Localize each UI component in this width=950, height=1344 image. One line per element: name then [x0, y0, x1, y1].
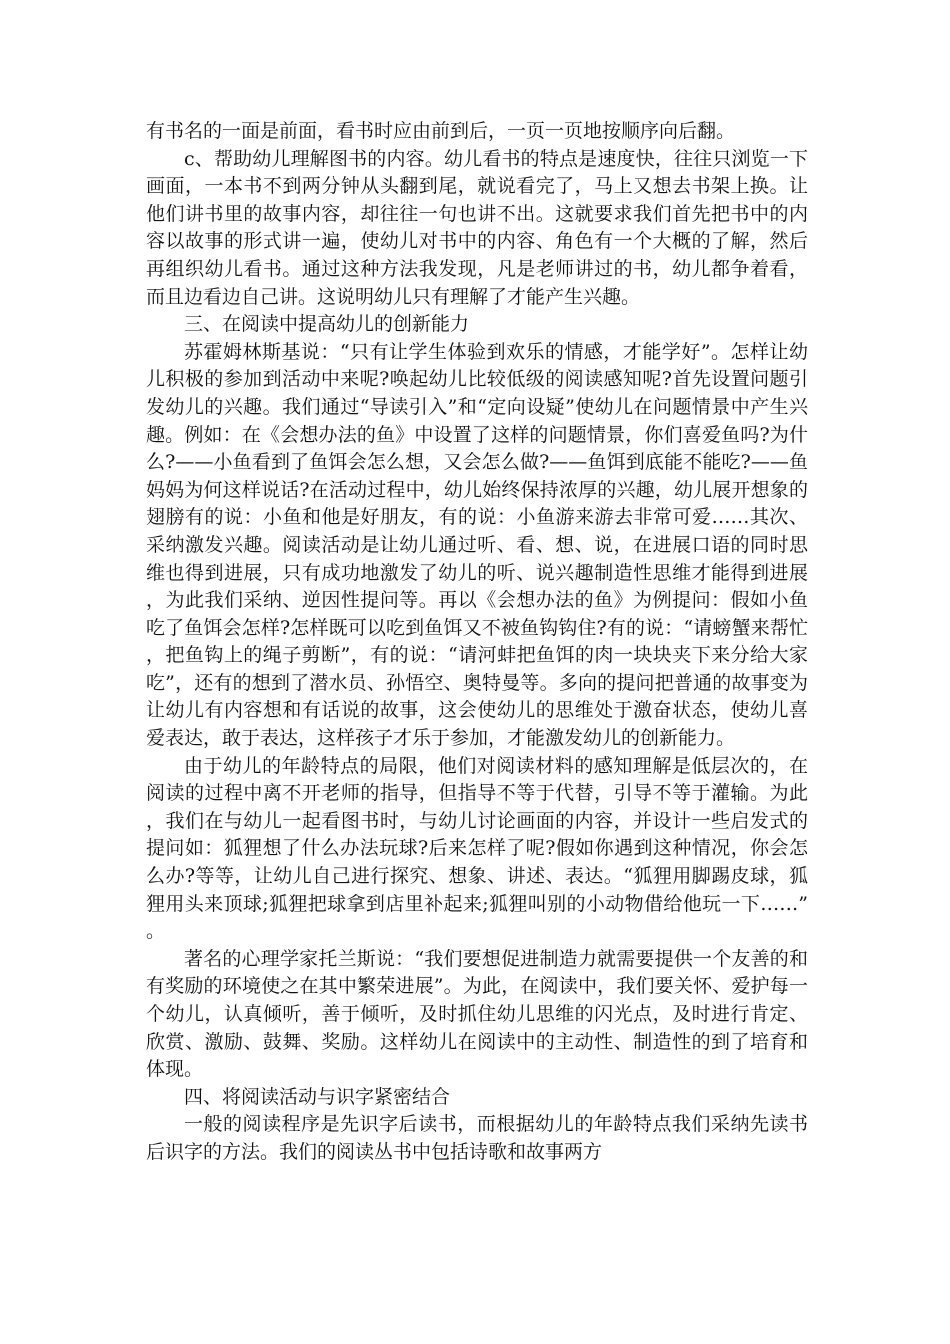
paragraph-torrance-quote: 著名的心理学家托兰斯说：“我们要想促进制造力就需要提供一个友善的和有奖励的环境使之在其中繁荣进展”。为此，在阅读中，我们要关怀、爱护每一个幼儿，认真倾听，善于倾听，及时抓住幼儿思维的闪光点，及时进行肯定、欣赏、激励、鼓舞、奖励。这样幼儿在阅读中的主动性、制造性的到了培育和体现。 — [146, 947, 808, 1081]
paragraph-literacy: 一般的阅读程序是先识字后读书，而根据幼儿的年龄特点我们采纳先读书后识字的方法。我们的阅读丛书中包括诗歌和故事两方 — [146, 1113, 808, 1163]
paragraph-guidance: 由于幼儿的年龄特点的局限，他们对阅读材料的感知理解是低层次的，在阅读的过程中离不开老师的指导，但指导不等于代替，引导不等于灌输。为此，我们在与幼儿一起看图书时，与幼儿讨论画面的内容，并设计一些启发式的提问如：狐狸想了什么办法玩球?后来怎样了呢?假如你遇到这种情况，你会怎么办?等等，让幼儿自己进行探究、想象、讲述、表达。“狐狸用脚踢皮球，狐狸用头来顶球;狐狸把球拿到店里补起来;狐狸叫别的小动物借给他玩一下……”。 — [146, 754, 808, 943]
paragraph-understanding-content: c、帮助幼儿理解图书的内容。幼儿看书的特点是速度快，往往只浏览一下画面，一本书不到两分钟从头翻到尾，就说看完了，马上又想去书架上换。让他们讲书里的故事内容，却往往一句也讲不出。这就要求我们首先把书中的内容以故事的形式讲一遍，使幼儿对书中的内容、角色有一个大概的了解，然后再组织幼儿看书。通过这种方法我发现，凡是老师讲过的书，幼儿都争着看，而且边看边自己讲。这说明幼儿只有理解了才能产生兴趣。 — [146, 147, 808, 308]
paragraph-continued: 有书名的一面是前面，看书时应由前到后，一页一页地按顺序向后翻。 — [146, 120, 736, 142]
document-body — [146, 118, 808, 1167]
section-heading-four: 四、将阅读活动与识字紧密结合 — [184, 1085, 451, 1108]
section-heading-three: 三、在阅读中提高幼儿的创新能力 — [184, 313, 470, 336]
paragraph-creativity: 苏霍姆林斯基说：“只有让学生体验到欢乐的情感，才能学好”。怎样让幼儿积极的参加到活动中来呢?唤起幼儿比较低级的阅读感知呢?首先设置问题引发幼儿的兴趣。我们通过“导读引入”和“定向设疑”使幼儿在问题情景中产生兴趣。例如：在《会想办法的鱼》中设置了这样的问题情景，你们喜爱鱼吗?为什么?——小鱼看到了鱼饵会怎么想，又会怎么做?——鱼饵到底能不能吃?——鱼妈妈为何这样说话?在活动过程中，幼儿始终保持浓厚的兴趣，幼儿展开想象的翅膀有的说：小鱼和他是好朋友，有的说：小鱼游来游去非常可爱……其次、采纳激发兴趣。阅读活动是让幼儿通过听、看、想、说，在进展口语的同时思维也得到进展，只有成功地激发了幼儿的听、说兴趣制造性思维才能得到进展，为此我们采纳、逆因性提问等。再以《会想办法的鱼》为例提问：假如小鱼吃了鱼饵会怎样?怎样既可以吃到鱼饵又不被鱼钩钩住?有的说：“请螃蟹来帮忙，把鱼钩上的绳子剪断”，有的说：“请河蚌把鱼饵的肉一块块夹下来分给大家吃”，还有的想到了潜水员、孙悟空、奥特曼等。多向的提问把普通的故事变为让幼儿有内容想和有话说的故事，这会使幼儿的思维处于激奋状态，使幼儿喜爱表达，敢于表达，这样孩子才乐于参加，才能激发幼儿的创新能力。 — [146, 340, 808, 750]
